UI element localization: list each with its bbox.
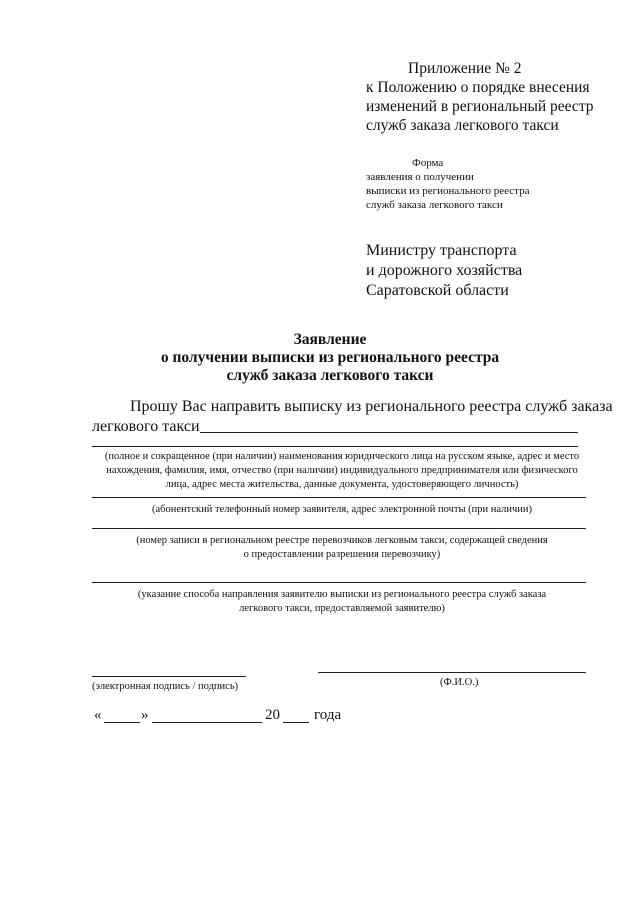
contacts-fill-line[interactable]	[92, 497, 586, 498]
date-year-suffix: года	[314, 707, 342, 723]
caption-signature: (электронная подпись / подпись)	[92, 681, 239, 692]
method-fill-line[interactable]	[92, 582, 586, 583]
caption-record-1: (номер записи в региональном реестре перевозчиков легковым такси, содержащей сведения	[136, 535, 548, 546]
appendix-line-1: к Положению о порядке внесения	[366, 79, 590, 96]
request-line-1: Прошу Вас направить выписку из регионального реестра служб заказа	[130, 398, 613, 415]
caption-record-2: о предоставлении разрешения перевозчику)	[243, 549, 441, 560]
caption-contacts: (абонентский телефонный номер заявителя, адрес электронной почты (при наличии)	[151, 504, 533, 515]
caption-applicant-2: нахождения, фамилия, имя, отчество (при наличии) индивидуального предпринимателя или физического	[106, 465, 578, 476]
date-day-fill[interactable]	[104, 722, 140, 723]
appendix-line-3: служб заказа легкового такси	[366, 117, 559, 134]
record-fill-line[interactable]	[92, 528, 586, 529]
addressee-line-3: Саратовской области	[366, 282, 509, 299]
addressee-line-2: и дорожного хозяйства	[366, 262, 523, 279]
form-note-title: Форма	[412, 157, 444, 169]
request-line-2: легкового такси	[92, 418, 200, 435]
date-open-quote: «	[94, 707, 102, 723]
document-heading-line-1: Заявление	[293, 331, 367, 348]
form-note-line-3: служб заказа легкового такси	[366, 199, 503, 211]
date-month-fill[interactable]	[152, 722, 262, 723]
form-note-line-1: заявления о получении	[366, 171, 474, 183]
caption-method-2: легкового такси, предоставляемой заявителю)	[239, 603, 445, 614]
form-note-line-2: выписки из регионального реестра	[366, 185, 530, 197]
date-close-quote: »	[141, 707, 149, 723]
appendix-line-2: изменений в региональный реестр	[366, 98, 594, 115]
document-heading-line-2: о получении выписки из регионального реестра	[160, 349, 500, 366]
date-year-fill[interactable]	[283, 722, 309, 723]
caption-method-1: (указание способа направления заявителю выписки из регионального реестра служб заказа	[137, 589, 547, 600]
date-year-prefix: 20	[265, 707, 280, 723]
request-fill-line[interactable]	[200, 432, 578, 433]
addressee-line-1: Министру транспорта	[366, 242, 517, 259]
appendix-title: Приложение № 2	[408, 60, 522, 77]
caption-fio: (Ф.И.О.)	[440, 677, 479, 688]
document-heading-line-3: служб заказа легкового такси	[226, 367, 434, 384]
fio-fill-line[interactable]	[318, 672, 586, 673]
applicant-fill-line[interactable]	[92, 446, 578, 447]
caption-applicant-3: лица, адрес места жительства, данные документа, удостоверяющего личность)	[165, 479, 519, 490]
signature-fill-line[interactable]	[92, 676, 246, 677]
caption-applicant-1: (полное и сокращенное (при наличии) наименования юридического лица на русском языке, адрес и место	[104, 451, 580, 462]
